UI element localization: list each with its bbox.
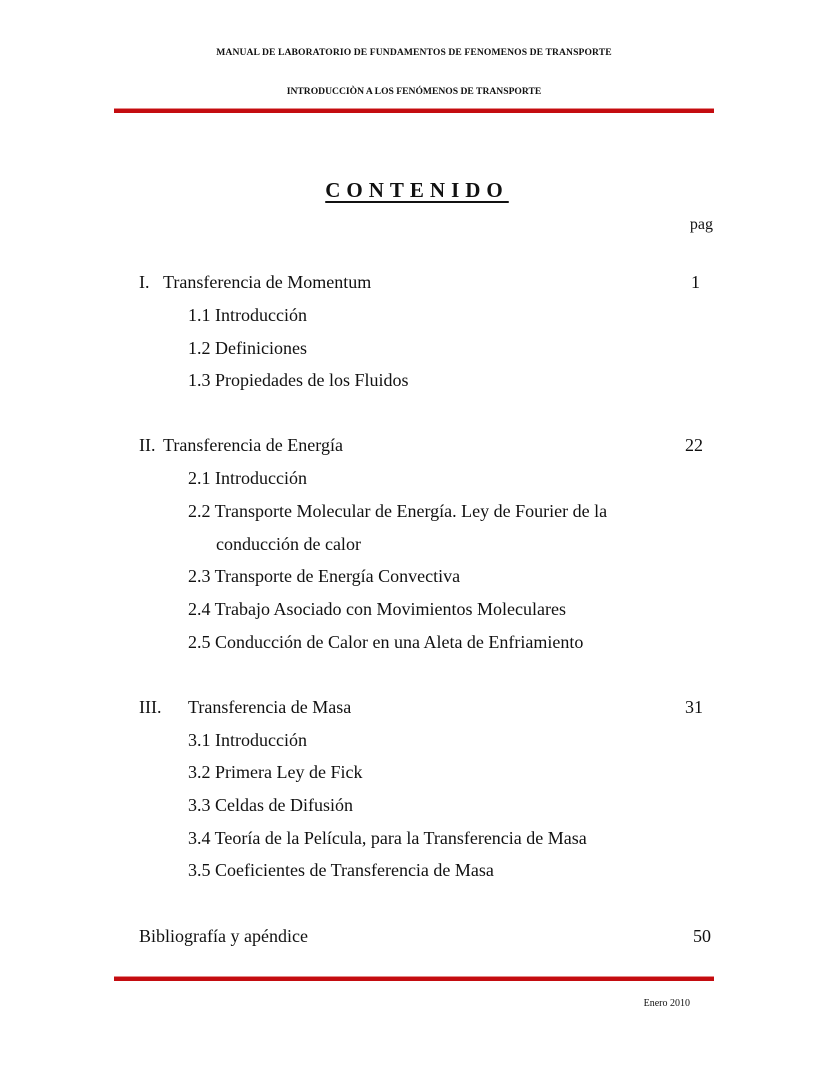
page-title bbox=[0, 178, 828, 203]
toc-subitem: 3.3 Celdas de Difusión bbox=[188, 795, 353, 815]
section-page-number: 31 bbox=[685, 697, 703, 717]
appendix-page-number: 50 bbox=[693, 926, 711, 946]
section-number: III. bbox=[139, 697, 162, 717]
toc-subitem: 3.4 Teoría de la Película, para la Transferencia de Masa bbox=[188, 828, 587, 848]
section-title: Transferencia de Momentum bbox=[163, 272, 372, 292]
section-title: Transferencia de Energía bbox=[163, 435, 343, 455]
page-column-label: pag bbox=[689, 216, 713, 233]
toc-subitem: 3.1 Introducción bbox=[188, 730, 307, 750]
toc-subitem: 2.1 Introducción bbox=[188, 468, 307, 488]
appendix-title: Bibliografía y apéndice bbox=[139, 926, 308, 946]
footer-divider bbox=[114, 976, 714, 981]
toc-subitem: 1.3 Propiedades de los Fluidos bbox=[188, 370, 409, 390]
section-page-number: 1 bbox=[691, 272, 700, 292]
toc-subitem: 3.2 Primera Ley de Fick bbox=[188, 762, 363, 782]
page-title-text: CONTENIDO bbox=[325, 178, 509, 202]
toc-subitem: 1.1 Introducción bbox=[188, 305, 307, 325]
section-page-number: 22 bbox=[685, 435, 703, 455]
section-number: I. bbox=[139, 272, 150, 292]
toc-subitem: 2.5 Conducción de Calor en una Aleta de Enfriamiento bbox=[188, 632, 584, 652]
toc-subitem: 1.2 Definiciones bbox=[188, 338, 307, 358]
toc-subitem-continuation: conducción de calor bbox=[216, 534, 361, 554]
header-divider bbox=[114, 108, 714, 113]
toc-subitem: 2.3 Transporte de Energía Convectiva bbox=[188, 566, 461, 586]
toc-subitem: 2.2 Transporte Molecular de Energía. Ley de Fourier de la bbox=[188, 501, 608, 521]
running-header-manual-title: MANUAL DE LABORATORIO DE FUNDAMENTOS DE FENOMENOS DE TRANSPORTE bbox=[216, 47, 612, 58]
footer-date: Enero 2010 bbox=[643, 998, 690, 1009]
running-header-subtitle: INTRODUCCIÒN A LOS FENÓMENOS DE TRANSPORTE bbox=[286, 86, 542, 97]
section-number: II. bbox=[139, 435, 156, 455]
toc-subitem: 3.5 Coeficientes de Transferencia de Masa bbox=[188, 860, 494, 880]
toc-subitem: 2.4 Trabajo Asociado con Movimientos Moleculares bbox=[188, 599, 566, 619]
section-title: Transferencia de Masa bbox=[188, 697, 352, 717]
